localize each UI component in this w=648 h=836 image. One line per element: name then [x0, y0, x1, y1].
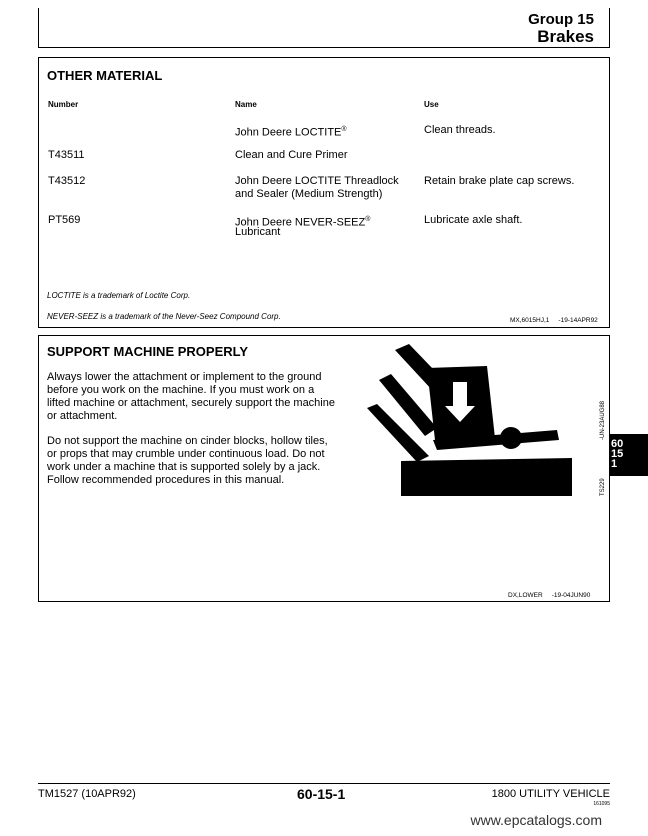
footer-manual-id: TM1527 (10APR92) [38, 788, 136, 800]
support-machine-title: SUPPORT MACHINE PROPERLY [47, 344, 249, 359]
row3-number: T43512 [48, 175, 86, 187]
row3-name-line1: John Deere LOCTITE Threadlock [235, 175, 399, 187]
row1-use: Clean threads. [424, 124, 496, 136]
watermark: www.epcatalogs.com [470, 812, 602, 828]
section-title: Brakes [537, 27, 594, 46]
footer-rule [38, 783, 610, 784]
footer-code: 161095 [593, 801, 610, 807]
trademark-note-neverseez: NEVER-SEEZ is a trademark of the Never-Seez Compound Corp. [47, 312, 281, 321]
column-header-use: Use [424, 100, 439, 109]
header-frame [38, 8, 610, 48]
column-header-name: Name [235, 100, 257, 109]
section-tab-line1: 60 [611, 438, 624, 450]
other-material-ref: MX,6015HJ,1 -19-14APR92 [510, 317, 598, 324]
support-paragraph-2: Do not support the machine on cinder blocks, hollow tiles, or props that may crumble under continuous load. Do not work under a machine that is supported solely by a jack. Follow recommended procedures in this manual. [47, 435, 328, 486]
row1-name: John Deere LOCTITE® [235, 126, 347, 139]
other-material-box [38, 57, 610, 328]
row3-name-line2: and Sealer (Medium Strength) [235, 188, 383, 200]
illustration-ref-2: TS229 [600, 478, 606, 496]
section-tab-line3: 1 [611, 458, 618, 470]
other-material-title: OTHER MATERIAL [47, 68, 163, 83]
footer-vehicle-name: 1800 UTILITY VEHICLE [491, 788, 610, 800]
row2-name: Clean and Cure Primer [235, 149, 348, 161]
row4-name-line2: Lubricant [235, 226, 281, 238]
support-machine-ref: DX,LOWER -19-04JUN90 [508, 592, 591, 599]
column-header-number: Number [48, 100, 79, 109]
support-machine-illustration [367, 344, 573, 496]
row4-number: PT569 [48, 214, 81, 226]
footer-page-number: 60-15-1 [297, 786, 346, 802]
row4-use: Lubricate axle shaft. [424, 214, 523, 226]
group-label: Group 15 [528, 11, 594, 28]
section-tab-line2: 15 [611, 448, 624, 460]
trademark-note-loctite: LOCTITE is a trademark of Loctite Corp. [47, 291, 191, 300]
section-tab [609, 434, 648, 476]
row3-use: Retain brake plate cap screws. [424, 175, 575, 187]
support-paragraph-1: Always lower the attachment or implement to the ground before you work on the machine. If you must work on a lifted machine or attachment, securely support the machine or attachment. [47, 371, 335, 422]
illustration-ref-1: -UN-23AUG88 [600, 400, 606, 440]
row4-name-line1: John Deere NEVER-SEEZ® [235, 216, 371, 229]
row2-number: T43511 [48, 149, 85, 161]
